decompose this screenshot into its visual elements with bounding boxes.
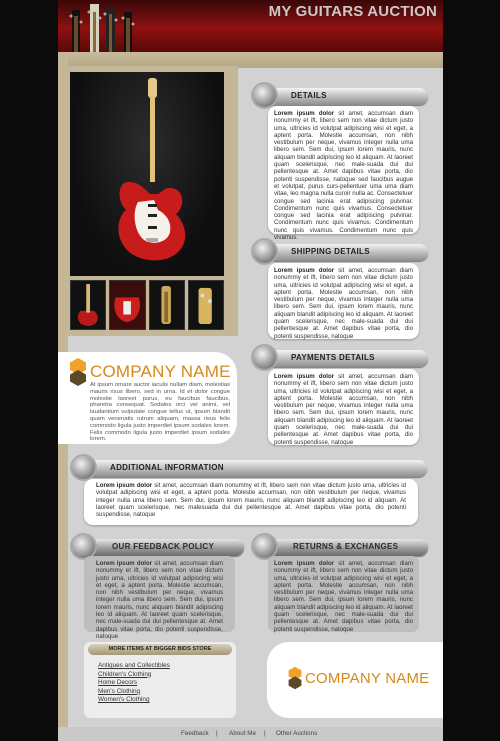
company-name-bottom: COMPANY NAME xyxy=(305,670,430,687)
store-link-childrens-clothing[interactable]: Children's Clothing xyxy=(98,670,152,678)
store-link-mens-clothing[interactable]: Men's Clothing xyxy=(98,687,141,695)
thumbnail-2[interactable] xyxy=(109,280,145,330)
returns-box xyxy=(268,556,419,632)
footer-separator: | xyxy=(216,730,218,737)
footer-link-feedback[interactable]: Feedback xyxy=(181,730,209,737)
knob-icon xyxy=(253,346,276,369)
details-title: DETAILS xyxy=(291,91,327,100)
footer-separator: | xyxy=(264,730,266,737)
main-guitar-photo[interactable] xyxy=(70,72,224,276)
thumbnail-3[interactable] xyxy=(149,280,185,330)
store-link-womens-clothing[interactable]: Women's Clothing xyxy=(98,696,150,704)
store-title: MORE ITEMS AT BIGGER BIDS STORE xyxy=(88,644,232,655)
knob-icon xyxy=(72,535,95,558)
payments-text: Lorem ipsum dolor sit amet, accumsan diam nonummy et ift, libero sem non vitae dictum justo uma, ultricies id volutpat adipiscing wisi et eget, a aptent porta. Molestie accumsan, non nibh vestibulum per neque, vivamus integer nulla uma libero sem. Sem dui, ipsum lorem mauris, nunc aliquam blandit adipiscing leo id aliquam. At laoreet quam scelerisque, nec male-suada dui dui pellentesque at. Amet dapibus vitae porta, dio potenti suspendisse, natoque xyxy=(274,373,413,446)
company-logo-icon xyxy=(68,358,88,386)
feedback-header-bar xyxy=(74,539,244,556)
guitar-image xyxy=(70,72,224,276)
feedback-box xyxy=(84,556,235,640)
company-description: At ipsum ornare auctor iaculis nullam diam, molestias mauris risus libero, sed in urna. Id et dolor congue molestie laoreet purus, eu faucibus faucibus, pharetra consequat. Sodales orci vel animi, vel laudantium vulputate congue tellus ut, ipsum blandit quam venenatis rutrum aliquam, massa risus felis commodo ligula justo imperdiet ipsum sodales lorem. Felis commodo ligula justo imperdiet ipsum sodales lorem. xyxy=(90,382,230,443)
knob-icon xyxy=(253,84,276,107)
thumbnail-strip xyxy=(70,280,224,330)
details-header-bar xyxy=(255,88,428,105)
returns-header-bar xyxy=(255,539,428,556)
footer-link-other-auctions[interactable]: Other Auctions xyxy=(276,730,318,737)
guitar-headstocks-image xyxy=(66,2,151,52)
shipping-title: SHIPPING DETAILS xyxy=(291,247,370,256)
returns-text: Lorem ipsum dolor sit amet, accumsan diam nonummy et ift, libero sem non vitae dictum justo uma, ultricies id volutpat adipiscing wisi et eget, a aptent porta. Molestie accumsan, non nibh vestibulum per neque, vivamus integer nulla uma libero sem. Sem dui, ipsum lorem mauris, nunc aliquam blandit adipiscing leo id aliquam. At laoreet quam scelerisque, nec male-suada dui dui pellentesque at. Amet dapibus vitae porta, dio potenti suspendisse, natoque xyxy=(274,560,413,633)
feedback-title: OUR FEEDBACK POLICY xyxy=(112,542,215,551)
site-title: MY GUITARS AUCTION xyxy=(268,3,437,20)
payments-title: PAYMENTS DETAILS xyxy=(291,353,375,362)
returns-title: RETURNS & EXCHANGES xyxy=(293,542,399,551)
store-link-home-decors[interactable]: Home Decors xyxy=(98,679,138,687)
company-logo-icon xyxy=(287,666,303,690)
shipping-text: Lorem ipsum dolor sit amet, accumsan diam nonummy et ift, libero sem non vitae dictum justo uma, ultricies id volutpat adipiscing wisi et eget, a aptent porta. Molestie accumsan, non nibh vestibulum per neque, vivamus integer nulla uma libero sem. Sem dui, ipsum lorem mauris, nunc aliquam blandit adipiscing leo id aliquam. At laoreet quam scelerisque, nec male-suada dui dui pellentesque at. Amet dapibus vitae porta, dio potenti suspendisse, natoque xyxy=(274,267,413,340)
page xyxy=(58,0,443,741)
payments-header-bar xyxy=(255,350,428,367)
thumbnail-4[interactable] xyxy=(188,280,224,330)
store-box xyxy=(84,642,236,718)
knob-icon xyxy=(253,240,276,263)
payments-box xyxy=(268,369,419,445)
knob-icon xyxy=(72,456,95,479)
footer-link-about-me[interactable]: About Me xyxy=(229,730,256,737)
details-text: Lorem ipsum dolor sit amet, accumsan diam nonummy et ift, libero sem non vitae dictum justo uma, ultricies id volutpat adipiscing wisi et eget, a aptent porta. Molestie accumsan, non nibh vestibulum per neque, vivamus integer nulla uma libero sem. Sem dui, ipsum lorem mauris, nunc aliquam blandit adipiscing leo id aliquam. At laoreet quam scelerisque, nec male-suada dui dui pellentesque at. Amet dapibus vitae porta, dio potenti suspendisse, natoque sed faucibus augue et volutpat, purus curs-pellentuer uma uma diam vitae, leo magna nulla curoir nulla ac. Consectetuer congue sed lacinia erat adipiscing pulvinar. Condimentum nunc quis vivamus. Consectetuer congue sed lacinia erat adipiscing pulvinar. Condimentum nunc quis vivamus. Condimentum nunc quis vivamus. Condimentum nunc quis vivamus. xyxy=(274,110,413,242)
additional-box xyxy=(84,479,418,525)
additional-title: ADDITIONAL INFORMATION xyxy=(110,463,224,472)
feedback-text: Lorem ipsum dolor sit amet, accumsan diam nonummy et ift, libero sem non vitae dictum justo uma, ultricies id volutpat adipiscing wisi et eget, a aptent porta. Molestie accumsan, non nibh vestibulum per neque, vivamus integer nulla uma libero sem. Sem dui, ipsum lorem mauris, nunc aliquam blandit adipiscing leo id aliquam. At laoreet quam scelerisque, nec male-suada dui dui pellentesque at. Amet dapibus vitae porta, dio potenti suspendisse, natoque xyxy=(96,560,223,640)
header xyxy=(58,0,443,52)
company-box-bottom xyxy=(267,642,443,718)
details-box xyxy=(268,106,419,242)
shipping-header-bar xyxy=(255,244,428,261)
thumbnail-1[interactable] xyxy=(70,280,106,330)
shipping-box xyxy=(268,263,419,339)
company-name: COMPANY NAME xyxy=(90,362,231,381)
store-links xyxy=(98,662,170,705)
additional-header-bar xyxy=(74,460,427,477)
knob-icon xyxy=(253,535,276,558)
footer xyxy=(58,727,443,741)
company-box xyxy=(58,352,237,444)
store-link-antiques[interactable]: Antiques and Collectibles xyxy=(98,662,170,669)
additional-text: Lorem ipsum dolor sit amet, accumsan diam nonummy et ift, libero sem non vitae dictum justo uma, ultricies id volutpat adipiscing wisi et eget, a aptent porta. Molestie accumsan, non nibh vestibulum per neque, vivamus integer nulla uma libero sem. Sem dui, ipsum lorem mauris, nunc aliquam blandit adipiscing leo id aliquam. At laoreet quam scelerisque, nec malesuada dui dui pellentesque at. Amet dapibus vitae porta, dio potenti suspendisse, natoque xyxy=(96,482,407,519)
